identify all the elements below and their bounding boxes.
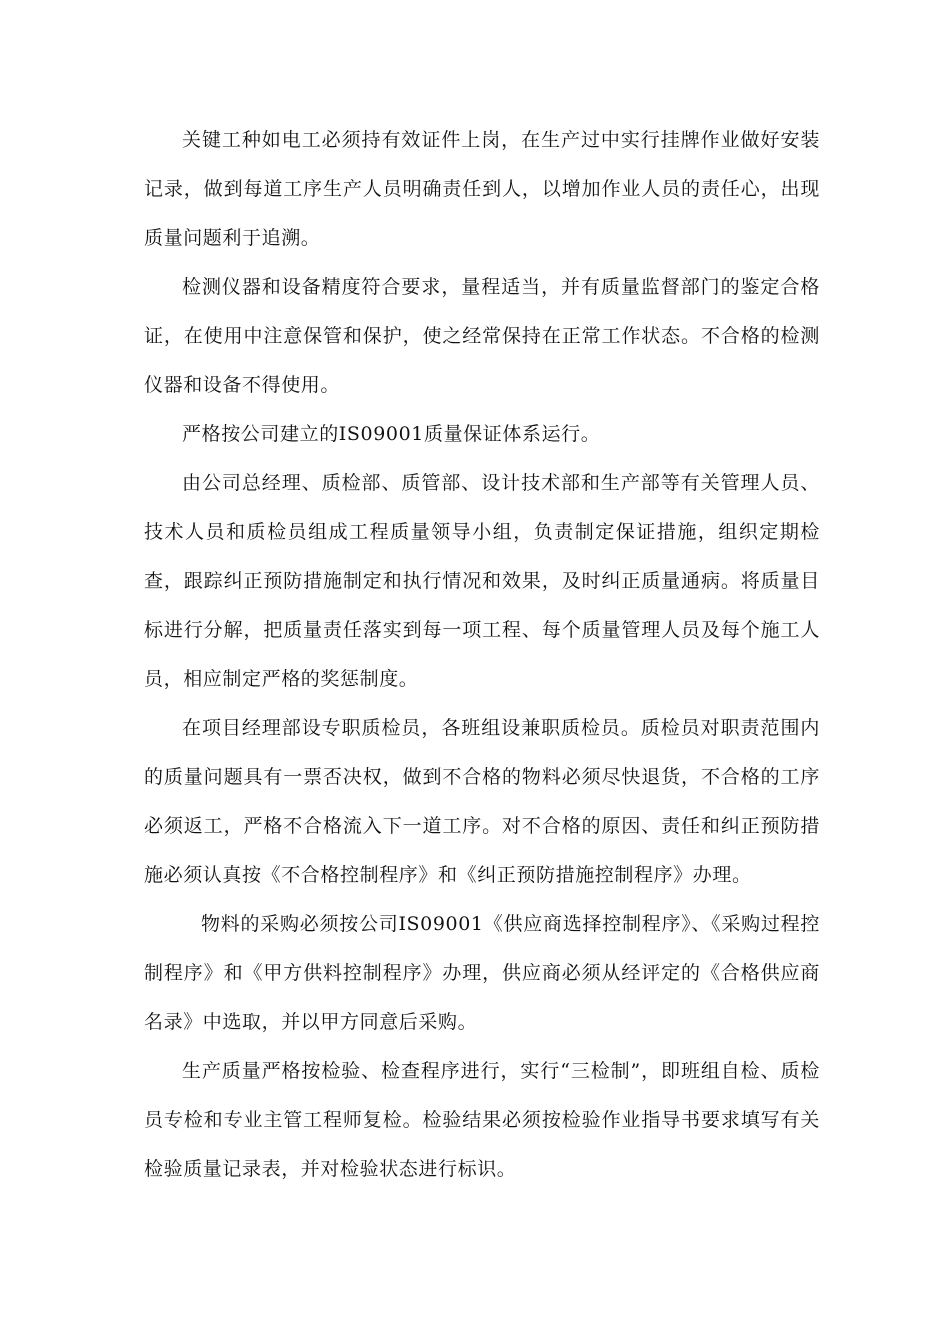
- paragraph-key-workers: 关键工种如电工必须持有效证件上岗，在生产过中实行挂牌作业做好安装记录，做到每道工序生产人员明确责任到人，以增加作业人员的责任心，出现质量问题利于追溯。: [144, 129, 820, 249]
- paragraph-quality-inspectors: 在项目经理部设专职质检员，各班组设兼职质检员。质检员对职责范围内的质量问题具有一票否决权，做到不合格的物料必须尽快退货，不合格的工序必须返工，严格不合格流入下一道工序。对不合格的原因、责任和纠正预防措施必须认真按《不合格控制程序》和《纠正预防措施控制程序》办理。: [144, 717, 820, 886]
- document-body: [144, 116, 820, 1194]
- paragraph-material-procurement: 物料的采购必须按公司IS09001《供应商选择控制程序》、《采购过程控制程序》和《甲方供料控制程序》办理，供应商必须从经评定的《合格供应商名录》中选取，并以甲方同意后采购。: [144, 913, 820, 1033]
- paragraph-quality-leadership-group: 由公司总经理、质检部、质管部、设计技术部和生产部等有关管理人员、技术人员和质检员组成工程质量领导小组，负责制定保证措施，组织定期检查，跟踪纠正预防措施制定和执行情况和效果，及时纠正质量通病。将质量目标进行分解，把质量责任落实到每一项工程、每个质量管理人员及每个施工人员，相应制定严格的奖惩制度。: [144, 472, 820, 690]
- paragraph-inspection-instruments: 检测仪器和设备精度符合要求，量程适当，并有质量监督部门的鉴定合格证，在使用中注意保管和保护，使之经常保持在正常工作状态。不合格的检测仪器和设备不得使用。: [144, 276, 820, 396]
- paragraph-iso9001-system: 严格按公司建立的IS09001质量保证体系运行。: [182, 423, 601, 445]
- paragraph-three-check-system: 生产质量严格按检验、检查程序进行，实行“三检制”，即班组自检、质检员专检和专业主管工程师复检。检验结果必须按检验作业指导书要求填写有关检验质量记录表，并对检验状态进行标识。: [144, 1060, 820, 1180]
